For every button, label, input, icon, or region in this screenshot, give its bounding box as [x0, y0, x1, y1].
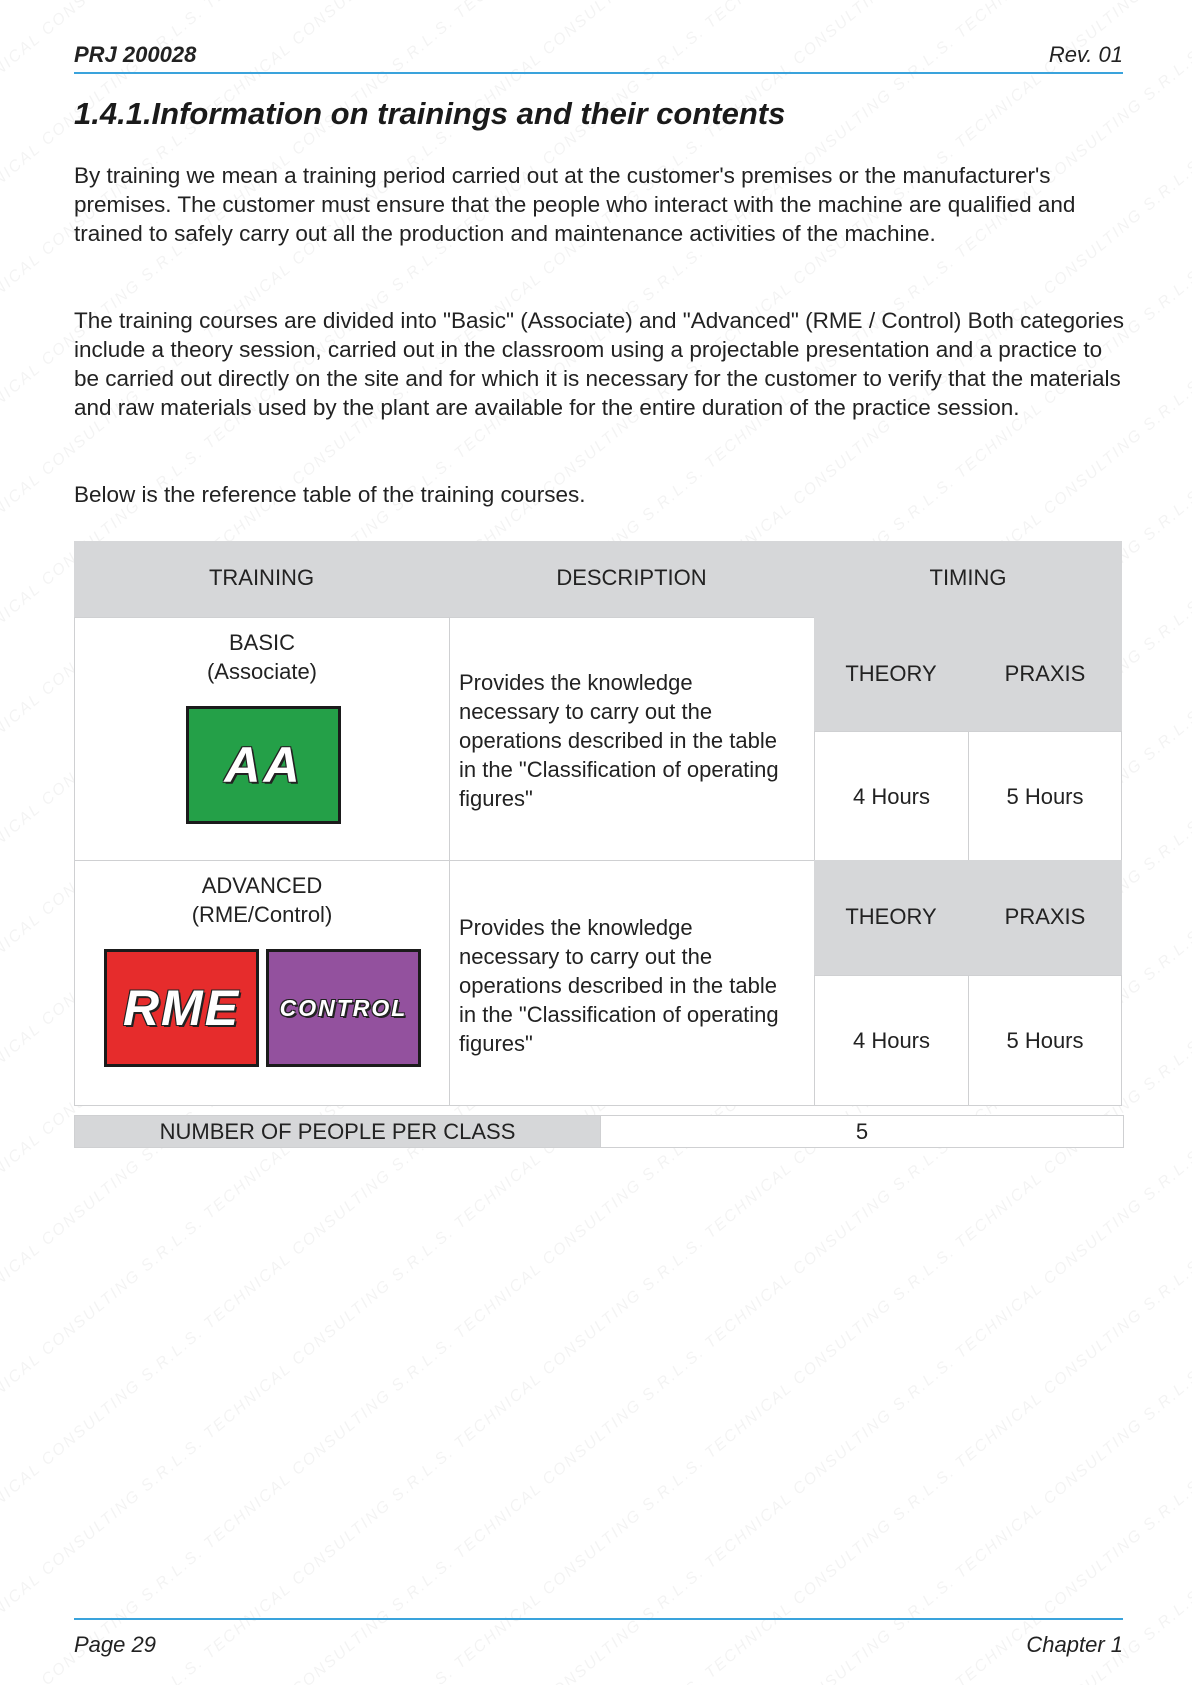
- chapter-label: Chapter 1: [1026, 1632, 1123, 1657]
- watermark-row: [0, 0, 1167, 544]
- timing-subheader-basic: [814, 617, 1122, 732]
- training-table: [74, 541, 1122, 1106]
- paragraph-table-intro: Below is the reference table of the training courses.: [74, 482, 586, 507]
- people-per-class-label: NUMBER OF PEOPLE PER CLASS: [159, 1119, 516, 1144]
- people-per-class-row: [74, 1115, 1124, 1148]
- revision-number: Rev. 01: [1048, 42, 1123, 67]
- page-header: [74, 40, 1123, 74]
- theory-label-advanced: THEORY: [845, 904, 937, 929]
- badge-control: CONTROL: [266, 949, 421, 1067]
- praxis-hours-cell-basic: [968, 731, 1122, 861]
- description-cell-basic: [449, 617, 815, 861]
- praxis-label-advanced: PRAXIS: [1004, 904, 1086, 929]
- description-basic: Provides the knowledge necessary to carry out the operations described in the table in the "Classification of operating figures": [459, 670, 779, 811]
- badge-rme: RME: [104, 949, 259, 1067]
- watermark-row: [0, 1179, 1167, 1685]
- training-sub-advanced: (RME/Control): [191, 902, 333, 927]
- description-advanced: Provides the knowledge necessary to carry out the operations described in the table in the "Classification of operating figures": [459, 915, 779, 1056]
- praxis-hours-advanced: 5 Hours: [1006, 1028, 1084, 1053]
- people-per-class-value: 5: [855, 1119, 869, 1144]
- table-header-row: [74, 541, 1122, 617]
- people-per-class-value-cell: [600, 1115, 1124, 1148]
- theory-label-basic: THEORY: [845, 661, 937, 686]
- description-cell-advanced: [449, 860, 815, 1106]
- header-training: TRAINING: [208, 565, 315, 590]
- praxis-label-basic: PRAXIS: [1004, 661, 1086, 686]
- people-per-class-label-cell: [74, 1115, 601, 1148]
- praxis-hours-cell-advanced: [968, 975, 1122, 1106]
- training-cell-advanced: [74, 860, 450, 1106]
- training-sub-basic: (Associate): [206, 659, 318, 684]
- header-description: DESCRIPTION: [556, 565, 707, 590]
- paragraph-training-definition: By training we mean a training period carried out at the customer's premises or the manufacturer's premises. The customer must ensure that the people who interact with the machine are qualified and trained to safely carry out all the production and maintenance activities of the machine.: [74, 163, 1076, 246]
- training-name-basic: BASIC: [228, 630, 296, 655]
- section-title: 1.4.1.Information on trainings and their contents: [74, 96, 786, 131]
- timing-subheader-advanced: [814, 860, 1122, 976]
- badge-aa: AA: [186, 706, 341, 824]
- page-number: Page 29: [74, 1632, 156, 1657]
- training-name-advanced: ADVANCED: [201, 873, 323, 898]
- paragraph-course-categories: The training courses are divided into "Basic" (Associate) and "Advanced" (RME / Control) Both categories include a theory session, carried out in the classroom using a projectable presentation and a practice to be carried out directly on the site and for which it is necessary for the customer to verify that the materials and raw materials used by the plant are available for the entire duration of the practice session.: [74, 308, 1124, 420]
- page-footer: [74, 1618, 1123, 1660]
- watermark-row: [0, 1069, 1167, 1685]
- training-cell-basic: [74, 617, 450, 861]
- header-timing: TIMING: [929, 565, 1007, 590]
- project-code: PRJ 200028: [74, 42, 197, 67]
- theory-hours-cell-advanced: [814, 975, 969, 1106]
- theory-hours-advanced: 4 Hours: [852, 1028, 931, 1053]
- praxis-hours-basic: 5 Hours: [1006, 784, 1084, 809]
- theory-hours-cell-basic: [814, 731, 969, 861]
- theory-hours-basic: 4 Hours: [852, 784, 931, 809]
